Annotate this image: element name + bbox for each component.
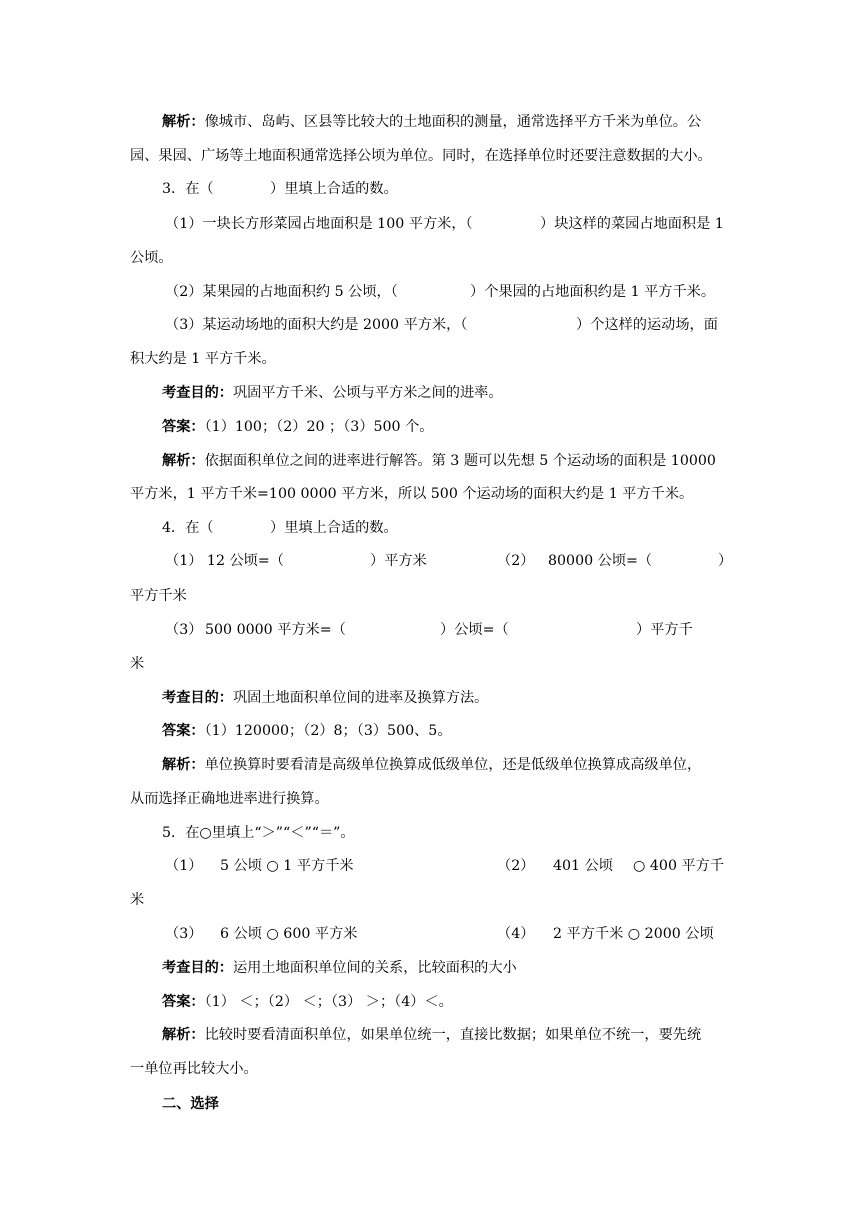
q3-item-1-text-c: 公顷。: [130, 250, 173, 266]
analysis-text: 单位换算时要看清是高级单位换算成低级单位，还是低级单位换算成高级单位，: [204, 757, 702, 773]
q5-item-1-text: 5 公顷 ○ 1 平方千米: [220, 858, 354, 874]
q4-item-3-text-c: ）平方千: [636, 622, 693, 638]
q5-item-2-text-a: 401 公顷: [553, 858, 613, 874]
q5-item-1-number: （1）: [165, 858, 203, 874]
q3-item-3-text-a: （3）某运动场地的面积大约是 2000 平方米，（: [165, 317, 468, 333]
q4-item-1-text-a: （1） 12 公顷=（: [165, 553, 284, 569]
answer-text: （1）100；（2）20 ；（3）500 个。: [204, 419, 434, 435]
q5-item-3-text: 6 公顷 ○ 600 平方米: [220, 926, 358, 942]
q5-item-4-text: 2 平方千米 ○ 2000 公顷: [553, 926, 714, 942]
q4-item-2-number: （2）: [497, 553, 535, 569]
answer-label: 答案：: [162, 994, 205, 1010]
q4-item-3-text-d: 米: [130, 656, 145, 672]
analysis-label: 解析：: [162, 453, 205, 469]
analysis-label: 解析：: [162, 114, 205, 130]
q4-item-2-text-c: 平方千米: [130, 588, 187, 604]
answer-label: 答案：: [162, 419, 205, 435]
goal-text: 巩固土地面积单位间的进率及换算方法。: [232, 690, 489, 706]
goal-label: 考查目的：: [162, 690, 233, 706]
q3-title-part-b: ）里填上合适的数。: [270, 181, 398, 197]
answer-text: （1）120000；（2）8；（3）500、5。: [204, 723, 452, 739]
analysis-paragraph-1-line-2: 园、果园、广场等土地面积通常选择公顷为单位。同时，在选择单位时还要注意数据的大小。: [130, 148, 712, 164]
analysis-paragraph-1-line-1: [162, 112, 701, 132]
q5-title: 5．在○里填上“＞”“＜”“＝”。: [162, 825, 355, 841]
q3-item-1-text-a: （1）一块长方形菜园占地面积是 100 平方米，（: [165, 216, 473, 232]
q3-goal: [162, 383, 503, 403]
q4-item-3-text-a: 500 0000 平方米=（: [205, 622, 346, 638]
q4-title-part-a: 4．在（: [162, 520, 214, 536]
q3-analysis-line-2: 平方米，1 平方千米=100 0000 平方米，所以 500 个运动场的面积大约是 1 平方千米。: [130, 486, 694, 502]
goal-label: 考查目的：: [162, 960, 233, 976]
q5-goal: [162, 958, 517, 978]
q4-title-part-b: ）里填上合适的数。: [270, 520, 398, 536]
q5-item-2-number: （2）: [497, 858, 535, 874]
q4-item-1-text-b: ）平方米: [370, 553, 427, 569]
q4-goal: [162, 688, 488, 708]
analysis-text: 比较时要看清面积单位，如果单位统一，直接比数据；如果单位不统一，要先统: [204, 1027, 702, 1043]
analysis-text: 依据面积单位之间的进率进行解答。第 3 题可以先想 5 个运动场的面积是 10000: [204, 453, 716, 469]
q5-item-4-number: （4）: [497, 926, 535, 942]
goal-text: 巩固平方千米、公顷与平方米之间的进率。: [232, 385, 503, 401]
analysis-label: 解析：: [162, 757, 205, 773]
q5-analysis-line-2: 一单位再比较大小。: [130, 1061, 258, 1077]
q4-item-3-text-b: ）公顷=（: [440, 622, 509, 638]
q4-item-2-text-b: ）: [718, 553, 733, 569]
q5-item-2-text-c: 米: [130, 892, 145, 908]
q5-item-2-text-b: ○ 400 平方千: [633, 858, 725, 874]
section-heading-choice: 二、选择: [162, 1096, 219, 1112]
q3-item-3-text-b: ）个这样的运动场，面: [576, 317, 718, 333]
q3-analysis-line-1: [162, 451, 716, 471]
q3-item-2-text-a: （2）某果园的占地面积约 5 公顷，（: [165, 284, 398, 300]
q3-title-part-a: 3．在（: [162, 181, 214, 197]
q5-item-3-number: （3）: [165, 926, 203, 942]
q3-item-1-text-b: ）块这样的菜园占地面积是 1: [540, 216, 724, 232]
q5-answer: [162, 992, 453, 1012]
analysis-text: 像城市、岛屿、区县等比较大的土地面积的测量，通常选择平方千米为单位。公: [204, 114, 702, 130]
goal-text: 运用土地面积单位间的关系，比较面积的大小: [232, 960, 517, 976]
q4-analysis-line-1: [162, 755, 701, 775]
q3-item-2-text-b: ）个果园的占地面积约是 1 平方千米。: [470, 284, 716, 300]
q4-item-3-number: （3）: [165, 622, 203, 638]
answer-label: 答案：: [162, 723, 205, 739]
answer-text: （1） ＜；（2） ＜；（3） ＞；（4）＜。: [204, 994, 453, 1010]
q5-analysis-line-1: [162, 1025, 701, 1045]
q4-answer: [162, 721, 452, 741]
q3-answer: [162, 417, 433, 437]
q3-item-3-text-c: 积大约是 1 平方千米。: [130, 351, 276, 367]
goal-label: 考查目的：: [162, 385, 233, 401]
q4-analysis-line-2: 从而选择正确地进率进行换算。: [130, 791, 329, 807]
analysis-label: 解析：: [162, 1027, 205, 1043]
q4-item-2-text-a: 80000 公顷=（: [548, 553, 653, 569]
